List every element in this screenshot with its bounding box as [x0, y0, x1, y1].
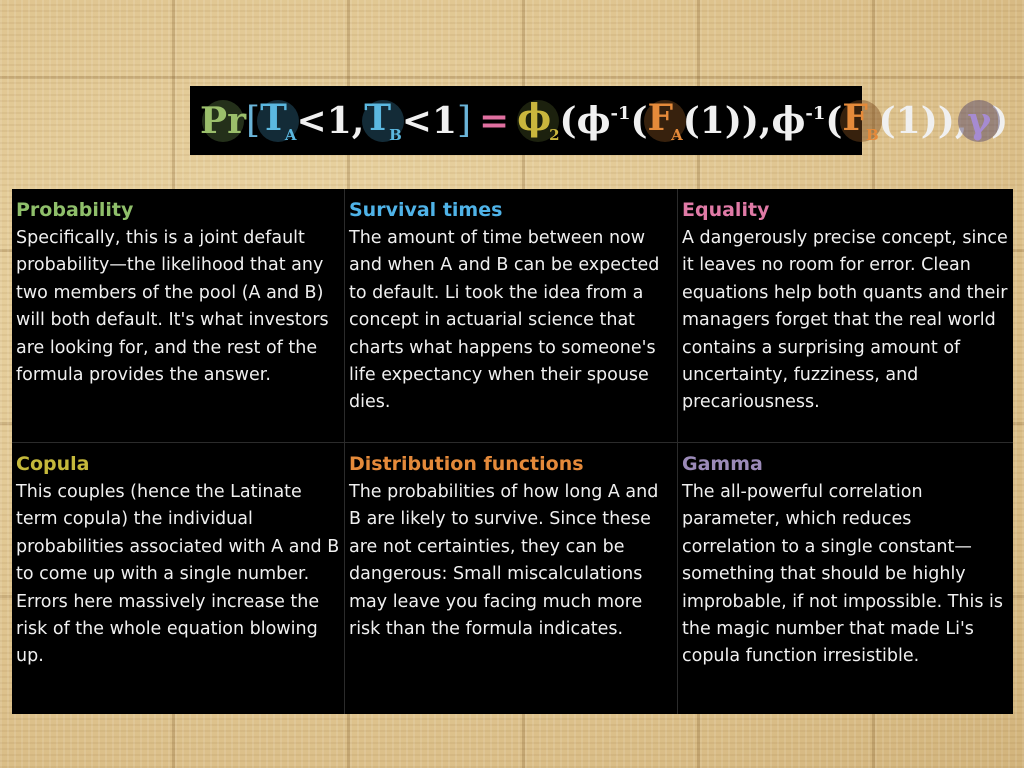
text-equality: A dangerously precise concept, since it leaves no room for error. Clean equations help both quants and their managers forget that the real world contains a surprising amount of uncertainty, fuzziness, and precariousness.	[682, 228, 1008, 413]
formula-open-bracket: [	[246, 100, 261, 141]
cell-copula	[12, 443, 345, 714]
copula-formula-banner: Pr [ TA <1 , TB <1 ] = ϕ2 ( ϕ-1 ( FA ( 1 )), ϕ-1 ( FB ( 1 )), γ )	[190, 86, 862, 155]
heading-gamma: Gamma	[682, 453, 763, 475]
formula-phi-inverse-b: ϕ-1	[771, 99, 826, 142]
text-probability: Specifically, this is a joint default probability—the likelihood that any two members of the pool (A and B) will both default. It's what investors are looking for, and the rest of the formula provides the answer.	[16, 228, 329, 386]
heading-survival-times: Survival times	[349, 199, 503, 221]
formula-gamma: γ	[967, 99, 992, 142]
text-survival-times: The amount of time between now and when A and B can be expected to default. Li took the idea from a concept in actuarial science that charts what happens to someone's life expectancy when their spouse dies.	[349, 228, 660, 413]
heading-copula: Copula	[16, 453, 90, 475]
text-gamma: The all-powerful correlation parameter, which reduces correlation to a single constant—something that should be highly improbable, if not impossible. This is the magic number that made Li's copula function irresistible.	[682, 482, 1004, 667]
cell-distribution-functions	[345, 443, 678, 714]
cell-equality	[678, 189, 1013, 443]
heading-equality: Equality	[682, 199, 770, 221]
formula-explanation-table	[12, 189, 1013, 714]
formula-distribution-a: FA	[647, 97, 683, 144]
cell-gamma	[678, 443, 1013, 714]
formula-copula-phi: ϕ2	[517, 97, 560, 144]
formula-survival-time-a: TA	[260, 97, 297, 144]
text-copula: This couples (hence the Latinate term copula) the individual probabilities associated with A and B to come up with a single number. Errors here massively increase the risk of the whole equation blowing up.	[16, 482, 340, 667]
formula-comma: ,	[351, 99, 365, 142]
formula-paren-open: (	[559, 99, 577, 142]
heading-distribution-functions: Distribution functions	[349, 453, 584, 475]
formula-survival-time-b: TB	[364, 97, 402, 144]
heading-probability: Probability	[16, 199, 134, 221]
formula-less-than-one-a: <1	[296, 99, 352, 142]
formula-probability-term: Pr	[200, 99, 247, 142]
formula-phi-inverse-a: ϕ-1	[576, 99, 631, 142]
cell-probability	[12, 189, 345, 443]
formula-one-b: 1	[895, 99, 921, 142]
formula-distribution-b: FB	[842, 97, 879, 144]
formula-close-bracket: ]	[457, 100, 472, 141]
formula-less-than-one-b: <1	[401, 99, 457, 142]
formula-one-a: 1	[699, 99, 725, 142]
text-distribution-functions: The probabilities of how long A and B are likely to survive. Since these are not certainties, they can be dangerous: Small miscalculations may leave you facing much more risk than the formula indicates.	[349, 482, 659, 640]
cell-survival-times	[345, 189, 678, 443]
formula-paren-close: )	[991, 99, 1009, 142]
formula-equals-sign: =	[479, 99, 510, 142]
